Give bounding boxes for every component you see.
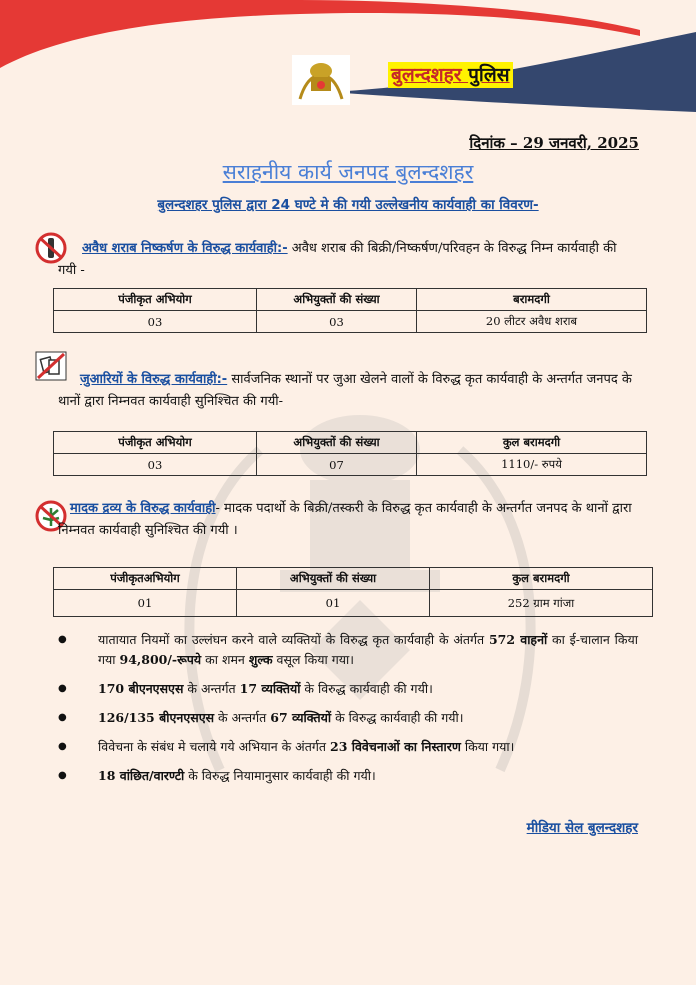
list-item: ● 170 बीएनएसएस के अन्तर्गत 17 व्यक्तियों के विरुद्ध कार्यवाही की गयी। <box>58 679 638 699</box>
list-item: ● 18 वांछित/वारण्टी के विरुद्ध नियामानुसार कार्यवाही की गयी। <box>58 766 638 786</box>
gambling-table <box>53 431 647 476</box>
section-alcohol-heading: अवैध शराब निष्कर्षण के विरुद्ध कार्यवाही:- <box>82 241 288 256</box>
table-header: पंजीकृतअभियोग <box>54 568 237 590</box>
table-cell: 03 <box>54 454 257 476</box>
section-alcohol-desc: अवैध शराब की बिक्री/निष्कर्षण/परिवहन के विरुद्ध निम्न कार्यवाही की गयी - <box>58 241 617 278</box>
brand-part2: पुलिस <box>468 64 510 86</box>
summary-list <box>58 630 638 795</box>
table-cell: 01 <box>237 590 430 617</box>
list-item: ● विवेचना के संबंध मे चलाये गये अभियान के अंतर्गत 23 विवेचनाओं का निस्तारण किया गया। <box>58 737 638 757</box>
section-gambling-heading: जुआरियों के विरुद्ध कार्यवाही:- <box>80 372 228 387</box>
table-header: कुल बरामदगी <box>430 568 653 590</box>
section-gambling-desc: सार्वजनिक स्थानों पर जुआ खेलने वालों के विरुद्ध कृत कार्यवाही के अन्तर्गत जनपद के थानों द्वारा निम्नवत कार्यवाही सुनिश्चित की गयी- <box>58 372 632 409</box>
table-cell: 03 <box>54 311 257 333</box>
table-header: अभियुक्तों की संख्या <box>257 289 417 311</box>
table-cell: 01 <box>54 590 237 617</box>
section-alcohol-text <box>58 238 638 282</box>
table-header: पंजीकृत अभियोग <box>54 289 257 311</box>
section-gambling-text <box>58 369 638 413</box>
page-title: सराहनीय कार्य जनपद बुलन्दशहर <box>222 160 474 184</box>
list-item: ● 126/135 बीएनएसएस के अन्तर्गत 67 व्यक्तियों के विरुद्ध कार्यवाही की गयी। <box>58 708 638 728</box>
brand-title <box>388 62 513 88</box>
alcohol-table <box>53 288 647 333</box>
table-cell: 07 <box>257 454 417 476</box>
table-cell: 252 ग्राम गांजा <box>430 590 653 617</box>
section-drugs-desc: - मादक पदार्थो के बिक्री/तस्करी के विरुद्ध कृत कार्यवाही के अन्तर्गत जनपद के थानों द्वारा निम्नवत कार्यवाही सुनिश्चित की गयी । <box>58 501 632 538</box>
list-item: ● यातायात नियमों का उल्लंघन करने वाले व्यक्तियों के विरुद्ध कृत कार्यवाही के अंतर्गत 572 वाहनों का ई-चालान किया गया 94,800/-रूपये का शमन शुल्क वसूल किया गया। <box>58 630 638 670</box>
table-cell: 1110/- रुपये <box>417 454 647 476</box>
media-cell-signature: मीडिया सेल बुलन्दशहर <box>526 820 638 836</box>
brand-part1: बुलन्दशहर <box>391 64 462 86</box>
page-subtitle: बुलन्दशहर पुलिस द्वारा 24 घण्टे मे की गयी उल्लेखनीय कार्यवाही का विवरण- <box>157 197 539 213</box>
table-header: पंजीकृत अभियोग <box>54 432 257 454</box>
report-date: दिनांक – 29 जनवरी, 2025 <box>469 134 639 152</box>
table-header: अभियुक्तों की संख्या <box>237 568 430 590</box>
table-header: कुल बरामदगी <box>417 432 647 454</box>
table-header: अभियुक्तों की संख्या <box>257 432 417 454</box>
up-police-logo <box>292 55 350 105</box>
table-cell: 03 <box>257 311 417 333</box>
table-cell: 20 लीटर अवैध शराब <box>417 311 647 333</box>
drugs-table <box>53 567 653 617</box>
table-header: बरामदगी <box>417 289 647 311</box>
section-drugs-text <box>58 498 638 542</box>
section-drugs-heading: मादक द्रव्य के विरुद्ध कार्यवाही <box>70 501 216 516</box>
